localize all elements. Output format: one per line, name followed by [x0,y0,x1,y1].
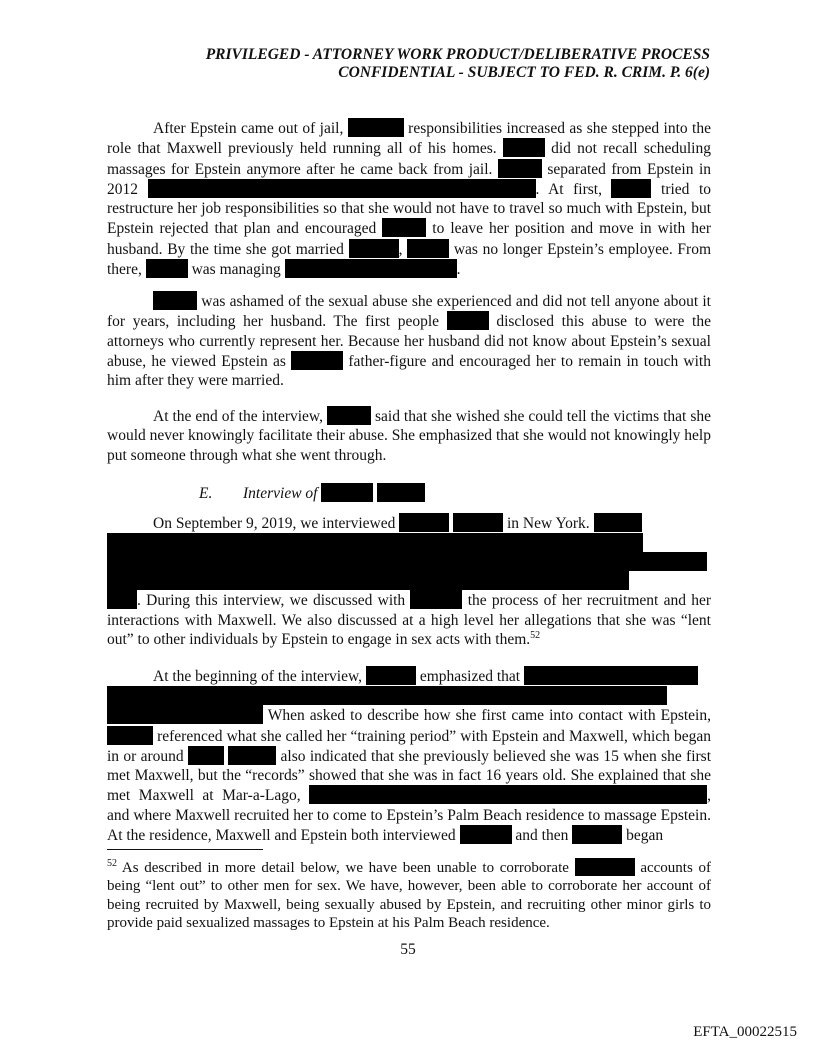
redaction [447,311,489,330]
redaction [228,746,276,765]
paragraph-3: At the end of the interview, said that she wished she could tell the victims that she would never knowingly facilitate their abuse. She emphasized that she would not knowingly help put someone through what she went through. [107,408,711,464]
redaction [366,666,416,685]
header-line-1: PRIVILEGED - ATTORNEY WORK PRODUCT/DELIBERATIVE PROCESS [205,46,710,63]
redaction [349,239,399,258]
redaction [107,590,137,609]
redaction [107,726,153,745]
redaction [407,239,449,258]
redaction [148,179,536,198]
redaction [327,406,371,425]
redaction [410,590,462,609]
redaction [594,513,642,532]
confidentiality-header [206,46,710,82]
redaction [348,118,404,137]
redaction [399,513,449,532]
section-letter: E. [199,485,213,502]
redaction-block [107,686,667,705]
section-heading [199,483,425,503]
redaction [377,483,425,502]
redaction [291,351,343,370]
paragraph-4: On September 9, 2019, we interviewed in New York. . During this interview, we discussed with the process of her recruitment and her interactions with Maxwell. We also discussed at a high level her allegations that she was “lent out” to other individuals by Epstein to engage in sex acts with them.$^{52}$ [107,515,712,648]
redaction [309,785,707,804]
redaction-block [107,552,707,571]
redaction [524,666,698,685]
redaction [498,159,542,178]
footnote-52: $^{52}$ As described in more detail below, we have been unable to corroborate accounts of being “lent out” to other men for sex. We have, however, been able to corroborate her account of being recruited by Maxwell, being sexually abused by Epstein, and recruiting other minor girls to provide paid sexualized massages to Epstein at his Palm Beach residence. [107,858,711,932]
redaction [146,259,188,278]
redaction [382,218,426,237]
footnote-reference: 52 [530,629,541,641]
paragraph-5: At the beginning of the interview, emphasized that When asked to describe how she first came into contact with Epstein, referenced what she called her “training period” with Epstein and Maxwell, which began in or around also indicated that she previously believed she was 15 when she first met Maxwell, but the “records” showed that she was in fact 16 years old. She explained that she met Maxwell at Mar-a-Lago, , and where Maxwell recruited her to come to Epstein’s Palm Beach residence to massage Epstein. At the residence, Maxwell and Epstein both interviewed and then began [107,668,712,845]
redaction [188,746,224,765]
bates-number: EFTA_00022515 [693,1024,797,1040]
redaction [611,179,651,198]
footnote-divider [107,849,263,850]
redaction [575,858,635,876]
redaction [285,259,457,278]
section-title: Interview of [243,485,322,502]
redaction [107,705,263,724]
page-number: 55 [400,941,416,958]
redaction [572,825,622,844]
redaction [453,513,503,532]
redaction [503,138,545,157]
paragraph-1: After Epstein came out of jail, responsibilities increased as she stepped into the role that Maxwell previously held running all of his homes. did not recall scheduling massages for Epstein anymore after he came back from jail. separated from Epstein in 2012 . At first, tried to restructure her job responsibilities so that she would not have to travel so much with Epstein, but Epstein rejected that plan and encouraged to leave her position and move in with her husband. By the time she got married , was no longer Epstein’s employee. From there, was managing . [107,120,712,279]
header-line-2: CONFIDENTIAL - SUBJECT TO FED. R. CRIM. P. 6(e) [338,64,710,81]
paragraph-2: was ashamed of the sexual abuse she experienced and did not tell anyone about it for years, including her husband. The first people disclosed this abuse to were the attorneys who currently represent her. Because her husband did not know about Epstein’s sexual abuse, he viewed Epstein as father-figure and encouraged her to remain in touch with him after they were married. [107,293,711,390]
redaction [321,483,373,502]
redaction-block [107,571,629,590]
redaction [153,291,197,310]
redaction-block [107,533,643,552]
redaction [460,825,512,844]
footnote-number: 52 [107,858,117,869]
